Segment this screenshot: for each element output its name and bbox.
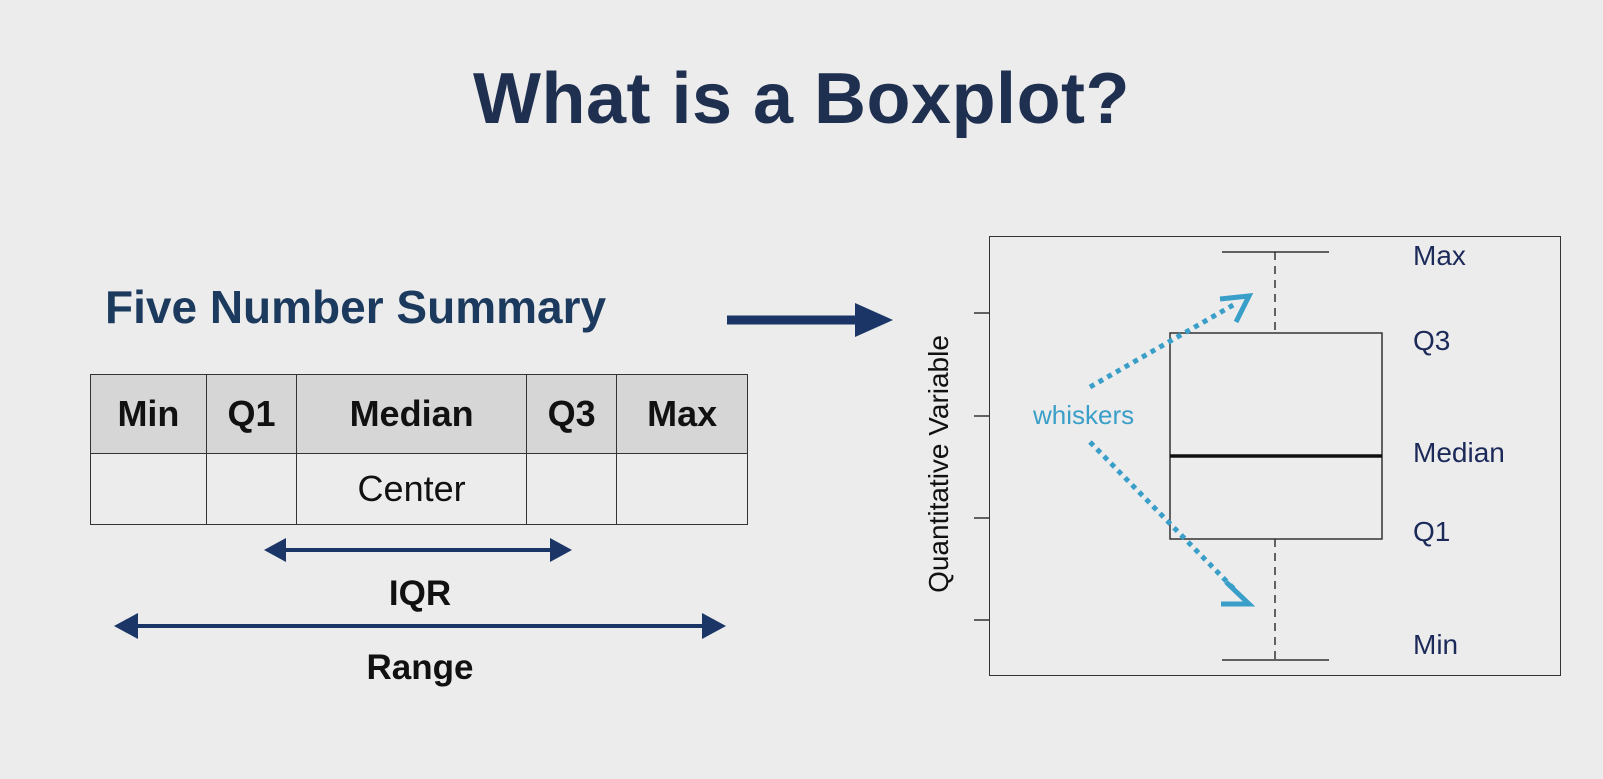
iqr-arrowhead-right	[550, 538, 572, 562]
range-arrowhead-left	[114, 613, 138, 639]
max-label: Max	[1413, 240, 1466, 271]
summary-to-plot-arrowhead	[855, 303, 893, 337]
iqr-arrowhead-left	[264, 538, 286, 562]
range-label: Range	[366, 648, 474, 687]
y-axis-label: Quantitative Variable	[923, 335, 954, 593]
q3-label: Q3	[1413, 325, 1451, 356]
whiskers-label: whiskers	[1033, 400, 1135, 430]
whisker-pointer-up-head	[1220, 296, 1249, 322]
range-arrowhead-right	[702, 613, 726, 639]
iqr-box	[1170, 333, 1382, 539]
iqr-label: IQR	[388, 574, 452, 613]
whisker-pointer-down-head	[1221, 582, 1249, 604]
five-number-summary-heading: Five Number Summary	[105, 281, 607, 333]
whisker-pointer-up	[1090, 304, 1235, 387]
cell-center: Center	[297, 454, 527, 525]
header-cell-min: Min	[91, 375, 207, 454]
header-cell-q1: Q1	[206, 375, 296, 454]
header-cell-q3: Q3	[527, 375, 617, 454]
min-label: Min	[1413, 629, 1459, 660]
whisker-pointer-down	[1090, 442, 1237, 592]
median-label: Median	[1413, 437, 1505, 468]
header-cell-median: Median	[297, 375, 527, 454]
slide-title: What is a Boxplot?	[473, 59, 1130, 139]
header-cell-max: Max	[617, 375, 748, 454]
q1-label: Q1	[1413, 516, 1451, 547]
